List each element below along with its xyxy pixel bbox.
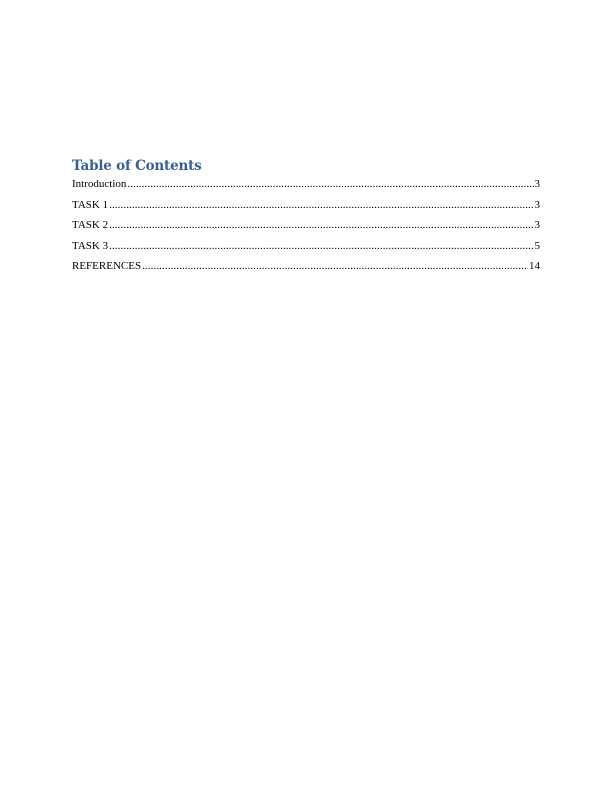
toc-page-number: 5	[534, 239, 540, 252]
toc-entry-task-2[interactable]	[72, 218, 540, 232]
toc-entry-task-1[interactable]	[72, 198, 540, 212]
toc-page-number: 3	[534, 178, 540, 190]
toc-page-number: 3	[534, 198, 540, 211]
toc-entry-list	[72, 177, 540, 273]
toc-entry-introduction[interactable]	[72, 177, 540, 191]
toc-entry-task-3[interactable]	[72, 239, 540, 253]
toc-dot-leader	[127, 177, 533, 191]
toc-page-number: 14	[529, 260, 540, 272]
toc-entry-label: TASK 1	[72, 198, 109, 211]
table-of-contents	[72, 157, 540, 280]
toc-heading: Table of Contents	[72, 158, 202, 174]
toc-entry-references[interactable]	[72, 259, 540, 273]
toc-entry-label: Introduction	[72, 178, 127, 190]
toc-dot-leader	[109, 239, 533, 253]
toc-dot-leader	[109, 218, 533, 232]
toc-entry-label: TASK 2	[72, 219, 109, 231]
toc-entry-label: REFERENCES	[72, 260, 142, 272]
toc-dot-leader	[142, 259, 528, 273]
toc-page-number: 3	[534, 219, 540, 231]
toc-dot-leader	[109, 198, 533, 212]
toc-entry-label: TASK 3	[72, 239, 109, 252]
